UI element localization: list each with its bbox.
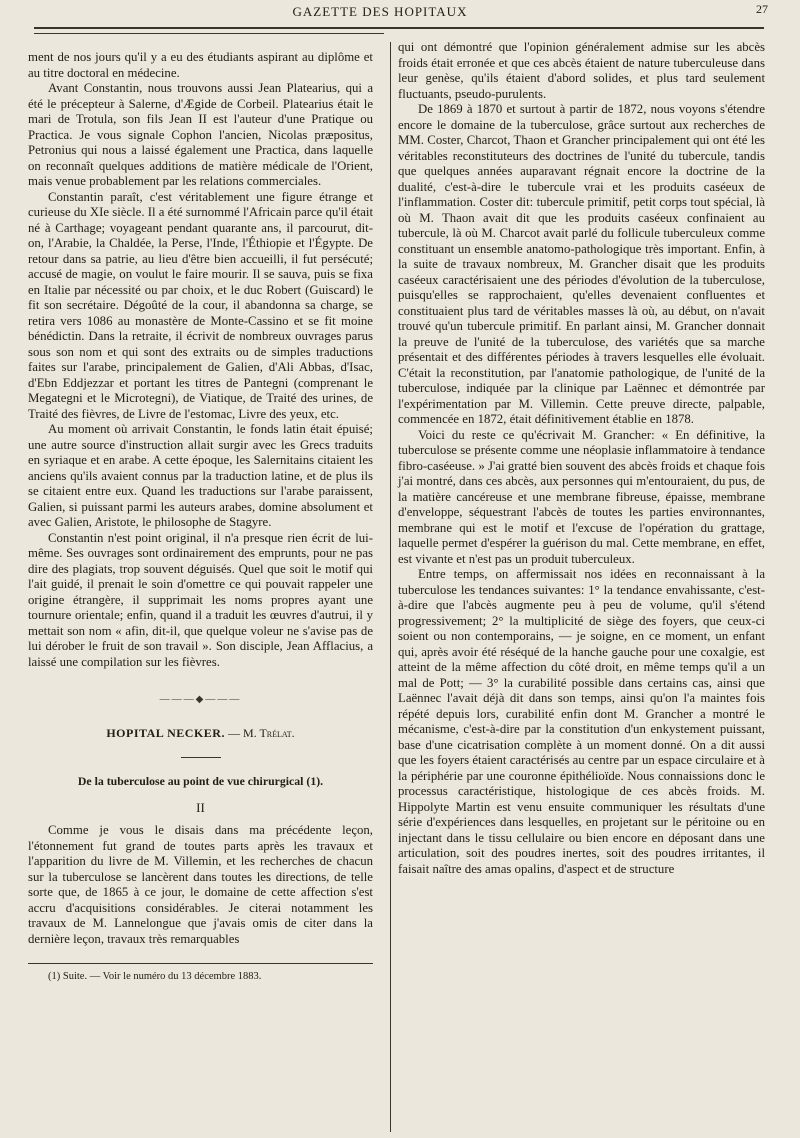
footnote: (1) Suite. — Voir le numéro du 13 décembre 1883.: [48, 971, 262, 982]
footnote-rule: [28, 963, 373, 964]
paragraph: Entre temps, on affermissait nos idées en reconnaissant à la tuberculose les tendances suivantes: 1° la tendance envahissante, c'est-à-dire que l'abcès augmente peu à peu de volume, qu'il s'étend progressivement; 2° la multiplicité de siège des foyers, que ceux-ci soient ou non contemporains, — je soigne, en ce moment, un enfant qui, après avoir été réséqué de la hanche gauche pour une coxalgie, est atteint de la même affection du côté droit, en même temps qu'il a un mal de Pott; — 3° la curabilité possible dans certains cas, ainsi que Laënnec l'avait déjà dit dans son temps, ainsi qu'on l'a maintes fois répété depuis lors, curabilité enfin dont M. Grancher a montré le mécanisme, c'est-à-dire par la constitution d'un enkystement puissant, base d'une cicatrisation complète à un moment donné. On a dit aussi que les foyers étaient caractérisés au centre par un espace circulaire et à la périphérie par une couronne épithélioïde. Nous connaissions donc le processus caractéristique, histologique de ces abcès froids. M. Hippolyte Martin est venu ensuite communiquer les résultats d'une série d'expériences dans lesquelles, en projetant sur le péritoine ou en injectant dans le tissu cellulaire ou bien encore en déposant dans une articulation, soit des poudres inertes, soit des poudres irritantes, il faisait naître des amas opalins, d'aspect et de structure: [398, 567, 765, 876]
paragraph: De 1869 à 1870 et surtout à partir de 1872, nous voyons s'étendre encore le domaine de la tuberculose, grâce surtout aux recherches de MM. Coster, Charcot, Thaon et Grancher principalement qui ont été les véritables reconstituteurs des doctrines de l'unité du tubercule, tandis que quelques années auparavant régnait encore la doctrine de la dualité, c'est-à-dire le tubercule vrai et les produits caséeux de l'inflammation. Coster dit: tubercule primitif, petit corps tout spécial, là où M. Thaon avait dit que les produits caséeux confinaient au tubercule, là où M. Charcot avait parlé du follicule tuberculeux comme constituant un ensemble anatomo-pathologique très important. Enfin, à la suite de travaux nombreux, M. Grancher disait que les produits caséeux caractérisaient une des périodes d'évolution de la tuberculose, puisqu'elles se rapprochaient, qu'elles devenaient confluentes et constituaient plus tard de véritables masses là où, au début, on n'avait trouvé qu'un tubercule primitif. En parlant ainsi, M. Grancher donnait la preuve de l'unité de la tuberculose, des variétés que sa marche présentait et des différentes périodes à travers lesquelles elle évoluait. C'était la reconstitution, par l'anatomie pathologique, de l'unité de la tuberculose, indiquée par la clinique par Laënnec et démontrée par l'expérimentation par M. Villemin. Cette preuve directe, palpable, commencée en 1872, était définitivement établie en 1878.: [398, 102, 765, 426]
paragraph: Avant Constantin, nous trouvons aussi Jean Platearius, qui a été le précepteur à Salerne, d'Ægide de Corbeil. Platearius était le mari de Trotula, son fils Jean II est l'auteur d'une Pratique ou Practica. Je vous signale Cophon l'ancien, Nicolas præpositus, Petronius qui nous a laissé également une Practica, dans laquelle on reconnaît quelques additions de matière médicale de l'Orient, mais venue probablement par les relations commerciales.: [28, 81, 373, 188]
short-rule: [181, 757, 221, 758]
hospital-name: HOPITAL NECKER.: [106, 725, 225, 740]
header-rule: [34, 27, 764, 29]
paragraph: Voici du reste ce qu'écrivait M. Grancher: « En définitive, la tuberculose se présente comme une néoplasie inflammatoire à tendance fibro-caséeuse. » J'ai gratté bien souvent des abcès froids et chaque fois j'ai montré, dans ces abcès, aux personnes qui m'entouraient, du pus, de la matière cancéreuse et une membrane fibreuse, épaisse, membrane d'enveloppe, séquestrant l'abcès de toutes les parties environnantes, membrane qui est le motif et l'excuse de l'opération du grattage, laquelle permet d'espérer la guérison du mal. Cette membrane, en effet, est vivante et n'est pas un produit tuberculeux.: [398, 427, 765, 566]
paragraph: Au moment où arrivait Constantin, le fonds latin était épuisé; une autre source d'instruction allait surgir avec les Grecs traduits en syriaque et en arabe. A cette époque, les Salernitains citaient les anciens qu'ils avaient connus par la traduction latine, et de plus ils se citaient entre eux. Quand les traductions sur l'arabe paraissent, Galien, si puissant parmi les auteurs arabes, domine absolument et avec Galien, Aristote, le philosophe de Stagyre.: [28, 422, 373, 529]
paragraph: qui ont démontré que l'opinion généralement admise sur les abcès froids était erronée et que ces abcès étaient de nature tuberculeuse dans leur genèse, qu'ils étaient d'abord solides, et plus tard seulement fluctuants, pseudo-purulents.: [398, 40, 765, 101]
section-heading: [28, 726, 373, 742]
article-title: De la tuberculose au point de vue chirurgical (1).: [77, 774, 324, 788]
column-divider: [390, 42, 391, 1132]
section-author: — M. Trélat.: [227, 725, 295, 740]
article-part-number: II: [196, 799, 205, 815]
right-column: [398, 40, 765, 877]
running-head-title: GAZETTE DES HOPITAUX: [292, 4, 468, 19]
paragraph: ment de nos jours qu'il y a eu des étudiants aspirant au diplôme et au titre doctoral en médecine.: [28, 50, 373, 80]
paragraph: Comme je vous le disais dans ma précédente leçon, l'étonnement fut grand de toutes parts après les travaux et l'apparition du livre de M. Villemin, et les recherches de chacun sur la tuberculose se lancèrent dans toutes les directions, de telle sorte que, de 1865 à ce jour, le domaine de cette affection s'est accru d'acquisitions considérables. Je citerai notamment les travaux de M. Lannelongue que j'avais omis de citer dans la dernière leçon, travaux très remarquables: [28, 823, 373, 946]
left-column: [28, 50, 373, 983]
header-rule-secondary: [34, 33, 384, 34]
paragraph: Constantin paraît, c'est véritablement une figure étrange et curieuse du XIe siècle. Il a été surnommé l'Africain parce qu'il était né à Carthage; voyageant pendant quarante ans, il parcourut, dit-on, l'Arabie, la Chaldée, la Perse, l'Inde, l'Éthiopie et l'Égypte. De retour dans sa patrie, au lieu d'être bien accueilli, il fut persécuté; accusé de magie, on voulut le faire mourir. Il se sauva, puis se fixa en Italie par nécessité ou par choix, et le duc Robert (Guiscard) le fit son secrétaire. Dégoûté de la cour, il abandonna sa charge, se retira vers 1086 au monastère de Monte-Cassino et se fit moine bénédictin. Dans la retraite, il écrivit de nombreux ouvrages parus sous son nom et qui sont des extraits ou de simples traductions faites sur l'arabe, principalement de Galien, d'Ali Abbas, d'Isac, d'Ebn Eddjezzar et portant les titres de Pantegni (comprenant le Megategni et le Microtegni), de Viatique, de Traité des urines, de Traité des fièvres, de Livre de l'estomac, Livre des yeux, etc.: [28, 189, 374, 421]
section-ornament: ———◆———: [159, 694, 242, 705]
page-number: 27: [756, 2, 768, 16]
paragraph: Constantin n'est point original, il n'a presque rien écrit de lui-même. Ses ouvrages sont ordinairement des emprunts, pour ne pas dire des plagiats, trop souvent déguisés. Quel que soit le motif qui l'ait guidé, il prenait le soin d'omettre ce qui pouvait rappeler une origine étrangère, il supprimait les noms propres ayant une tournure orientale; enfin, quand il a traduit les œuvres d'autrui, il y mettait son nom « afin, dit-il, que quelque voleur ne s'avise pas de lui dérober le fruit de son travail ». Son disciple, Jean Afflacius, a laissé une compilation sur les fièvres.: [28, 530, 373, 669]
